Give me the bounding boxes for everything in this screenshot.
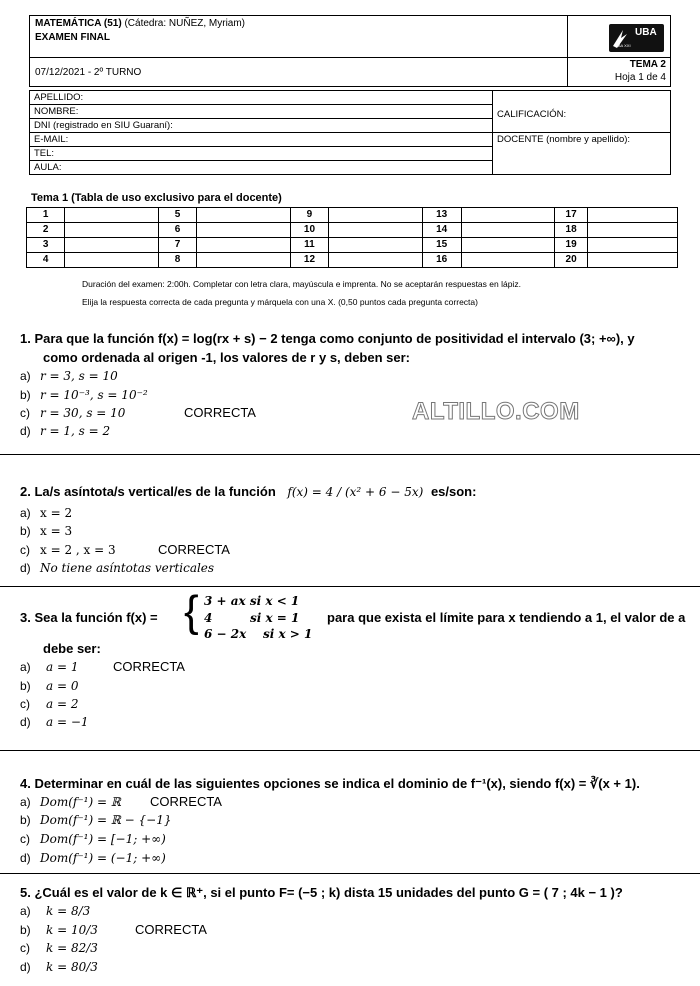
field-tel[interactable]: TEL: bbox=[30, 147, 493, 161]
option-label: d) bbox=[20, 960, 31, 974]
grades-row bbox=[27, 253, 678, 268]
grades-table-title: Tema 1 (Tabla de uso exclusivo para el docente) bbox=[31, 192, 282, 204]
field-apellido[interactable]: APELLIDO: bbox=[30, 91, 493, 105]
grades-table bbox=[26, 207, 678, 268]
option-text: a = 2 bbox=[46, 697, 79, 711]
question-1-line-2: como ordenada al origen -1, los valores de r y s, deben ser: bbox=[43, 350, 411, 365]
page-count: Hoja 1 de 4 bbox=[614, 72, 666, 83]
q2-option-a[interactable] bbox=[20, 506, 72, 520]
q5-option-a[interactable] bbox=[20, 904, 90, 918]
question-2-text: 2. La/s asíntota/s vertical/es de la función bbox=[20, 484, 276, 499]
question-separator bbox=[0, 750, 700, 751]
grade-question-number: 5 bbox=[158, 208, 196, 223]
option-text: k = 80/3 bbox=[46, 960, 98, 974]
q3-option-c[interactable] bbox=[20, 697, 78, 711]
grade-answer-cell[interactable] bbox=[461, 238, 554, 253]
grade-question-number: 12 bbox=[290, 253, 329, 268]
option-label: b) bbox=[20, 524, 31, 538]
question-2-formula: f(x) = 4 / (x² + 6 − 5x) bbox=[287, 485, 424, 499]
piece-3: 6 − 2x si x > 1 bbox=[204, 627, 313, 641]
grade-answer-cell[interactable] bbox=[197, 223, 290, 238]
q4-correct-mark: CORRECTA bbox=[150, 794, 222, 809]
logo-text: UBA bbox=[635, 27, 657, 38]
option-text: x = 3 bbox=[40, 524, 73, 538]
grade-question-number: 18 bbox=[554, 223, 587, 238]
question-separator bbox=[0, 586, 700, 587]
q3-option-d[interactable] bbox=[20, 715, 89, 729]
grade-answer-cell[interactable] bbox=[329, 253, 422, 268]
grade-answer-cell[interactable] bbox=[329, 223, 422, 238]
grade-answer-cell[interactable] bbox=[197, 253, 290, 268]
question-4-line-1: 4. Determinar en cuál de las siguientes opciones se indica el dominio de f⁻¹(x), siendo f(x) = ∛(x + 1). bbox=[20, 776, 640, 791]
q3-correct-mark: CORRECTA bbox=[113, 659, 185, 674]
q1-correct-mark: CORRECTA bbox=[184, 405, 256, 420]
option-label: b) bbox=[20, 813, 31, 827]
option-text: a = −1 bbox=[46, 715, 89, 729]
tema-label: TEMA 2 bbox=[629, 59, 666, 70]
q4-option-d[interactable] bbox=[20, 851, 166, 865]
grade-question-number: 10 bbox=[290, 223, 329, 238]
option-text: r = 1, s = 2 bbox=[40, 424, 111, 438]
option-text: x = 2 , x = 3 bbox=[40, 543, 116, 557]
option-label: b) bbox=[20, 679, 31, 693]
grade-question-number: 20 bbox=[554, 253, 587, 268]
grade-answer-cell[interactable] bbox=[65, 253, 158, 268]
grade-answer-cell[interactable] bbox=[461, 223, 554, 238]
question-3-line-2: debe ser: bbox=[43, 641, 101, 656]
grade-answer-cell[interactable] bbox=[65, 238, 158, 253]
grade-answer-cell[interactable] bbox=[329, 208, 422, 223]
option-label: c) bbox=[20, 697, 30, 711]
grade-question-number: 16 bbox=[422, 253, 461, 268]
instructions-line-2: Elija la respuesta correcta de cada pregunta y márquela con una X. (0,50 puntos cada pregunta correcta) bbox=[82, 297, 478, 307]
grade-answer-cell[interactable] bbox=[588, 253, 678, 268]
q4-option-b[interactable] bbox=[20, 813, 171, 827]
option-text: Dom(f⁻¹) = ℝ bbox=[40, 795, 121, 809]
option-text: No tiene asíntotas verticales bbox=[40, 561, 215, 575]
field-nombre[interactable]: NOMBRE: bbox=[30, 105, 493, 119]
question-3-line-1-end: para que exista el límite para x tendiendo a 1, el valor de a bbox=[327, 610, 686, 625]
option-text: k = 10/3 bbox=[46, 923, 98, 937]
option-label: a) bbox=[20, 506, 31, 520]
q2-option-c[interactable] bbox=[20, 543, 116, 557]
student-info-table bbox=[29, 90, 671, 175]
grades-row bbox=[27, 238, 678, 253]
piecewise-brace: { bbox=[184, 587, 199, 636]
option-label: a) bbox=[20, 660, 31, 674]
q1-option-d[interactable] bbox=[20, 424, 110, 438]
question-separator bbox=[0, 873, 700, 874]
option-label: a) bbox=[20, 795, 31, 809]
option-text: r = 3, s = 10 bbox=[40, 369, 118, 383]
grades-row bbox=[27, 223, 678, 238]
grade-question-number: 9 bbox=[290, 208, 329, 223]
course-chair: (Cátedra: NUÑEZ, Myriam) bbox=[121, 18, 246, 29]
option-text: Dom(f⁻¹) = (−1; +∞) bbox=[40, 851, 166, 865]
question-2-line-1 bbox=[20, 484, 476, 499]
grade-question-number: 8 bbox=[158, 253, 196, 268]
grade-question-number: 13 bbox=[422, 208, 461, 223]
grade-answer-cell[interactable] bbox=[65, 223, 158, 238]
option-text: Dom(f⁻¹) = [−1; +∞) bbox=[40, 832, 166, 846]
option-text: x = 2 bbox=[40, 506, 73, 520]
option-text: k = 8/3 bbox=[46, 904, 91, 918]
option-text: r = 30, s = 10 bbox=[40, 406, 126, 420]
option-text: k = 82/3 bbox=[46, 941, 98, 955]
option-label: d) bbox=[20, 424, 31, 438]
grade-question-number: 7 bbox=[158, 238, 196, 253]
option-label: d) bbox=[20, 851, 31, 865]
header-divider-vertical bbox=[567, 16, 568, 86]
q5-correct-mark: CORRECTA bbox=[135, 922, 207, 937]
watermark: ALTILLO.COM bbox=[412, 398, 580, 425]
grade-question-number: 11 bbox=[290, 238, 329, 253]
logo-subtext: UBA XXI bbox=[615, 43, 631, 48]
exam-date-turn: 07/12/2021 - 2º TURNO bbox=[35, 67, 142, 78]
q1-option-a[interactable] bbox=[20, 369, 118, 383]
option-text: r = 10⁻³, s = 10⁻² bbox=[40, 388, 148, 402]
q1-option-b[interactable] bbox=[20, 388, 148, 402]
option-label: d) bbox=[20, 561, 31, 575]
piece-2: 4 si x = 1 bbox=[204, 611, 300, 625]
q2-option-d[interactable] bbox=[20, 561, 214, 575]
question-3-line-1: 3. Sea la función f(x) = bbox=[20, 610, 158, 625]
grade-question-number: 6 bbox=[158, 223, 196, 238]
q5-option-b[interactable] bbox=[20, 923, 98, 937]
option-label: c) bbox=[20, 543, 30, 557]
option-label: c) bbox=[20, 406, 30, 420]
option-label: a) bbox=[20, 904, 31, 918]
exam-type: EXAMEN FINAL bbox=[35, 32, 110, 43]
field-email[interactable]: E-MAIL: bbox=[30, 133, 493, 147]
option-label: c) bbox=[20, 832, 30, 846]
field-dni[interactable]: DNI (registrado en SIU Guaraní): bbox=[30, 119, 493, 133]
option-label: a) bbox=[20, 369, 31, 383]
question-1-line-1: 1. Para que la función f(x) = log(rx + s) − 2 tenga como conjunto de positividad el intervalo (3; +∞), y bbox=[20, 331, 635, 346]
question-2-text-end: es/son: bbox=[430, 484, 477, 499]
grade-answer-cell[interactable] bbox=[588, 223, 678, 238]
grade-answer-cell[interactable] bbox=[197, 208, 290, 223]
grade-answer-cell[interactable] bbox=[588, 208, 678, 223]
field-calificacion: CALIFICACIÓN: bbox=[493, 91, 671, 133]
q5-option-d[interactable] bbox=[20, 960, 98, 974]
q2-correct-mark: CORRECTA bbox=[158, 542, 230, 557]
piece-1: 3 + ax si x < 1 bbox=[204, 594, 300, 608]
field-docente: DOCENTE (nombre y apellido): bbox=[493, 133, 671, 175]
field-aula[interactable]: AULA: bbox=[30, 161, 493, 175]
grade-answer-cell[interactable] bbox=[197, 238, 290, 253]
grade-answer-cell[interactable] bbox=[461, 208, 554, 223]
grade-answer-cell[interactable] bbox=[588, 238, 678, 253]
q4-option-a[interactable] bbox=[20, 795, 121, 809]
grade-question-number: 4 bbox=[27, 253, 65, 268]
course-name: MATEMÁTICA (51) bbox=[35, 18, 122, 29]
grade-answer-cell[interactable] bbox=[329, 238, 422, 253]
option-label: b) bbox=[20, 388, 31, 402]
q3-option-b[interactable] bbox=[20, 679, 78, 693]
option-label: b) bbox=[20, 923, 31, 937]
grade-question-number: 14 bbox=[422, 223, 461, 238]
q1-option-c[interactable] bbox=[20, 406, 125, 420]
grade-question-number: 1 bbox=[27, 208, 65, 223]
grade-question-number: 19 bbox=[554, 238, 587, 253]
q2-option-b[interactable] bbox=[20, 524, 72, 538]
course-title bbox=[35, 18, 245, 29]
q5-option-c[interactable] bbox=[20, 941, 98, 955]
grade-question-number: 15 bbox=[422, 238, 461, 253]
grades-row bbox=[27, 208, 678, 223]
grade-question-number: 2 bbox=[27, 223, 65, 238]
option-text: Dom(f⁻¹) = ℝ − {−1} bbox=[40, 813, 172, 827]
option-text: a = 0 bbox=[46, 679, 79, 693]
grade-question-number: 17 bbox=[554, 208, 587, 223]
instructions-line-1: Duración del examen: 2:00h. Completar con letra clara, mayúscula e imprenta. No se aceptarán respuestas en lápiz. bbox=[82, 279, 521, 289]
grade-answer-cell[interactable] bbox=[65, 208, 158, 223]
header-divider-horizontal bbox=[30, 57, 670, 58]
option-label: d) bbox=[20, 715, 31, 729]
question-5-line-1: 5. ¿Cuál es el valor de k ∈ ℝ⁺, si el punto F= (−5 ; k) dista 15 unidades del punto G = ( 7 ; 4k − 1 )? bbox=[20, 885, 623, 900]
grade-question-number: 3 bbox=[27, 238, 65, 253]
option-label: c) bbox=[20, 941, 30, 955]
grade-answer-cell[interactable] bbox=[461, 253, 554, 268]
option-text: a = 1 bbox=[46, 660, 79, 674]
exam-header bbox=[29, 15, 671, 87]
uba-logo bbox=[609, 24, 664, 52]
q4-option-c[interactable] bbox=[20, 832, 166, 846]
question-separator bbox=[0, 454, 700, 455]
q3-option-a[interactable] bbox=[20, 660, 78, 674]
